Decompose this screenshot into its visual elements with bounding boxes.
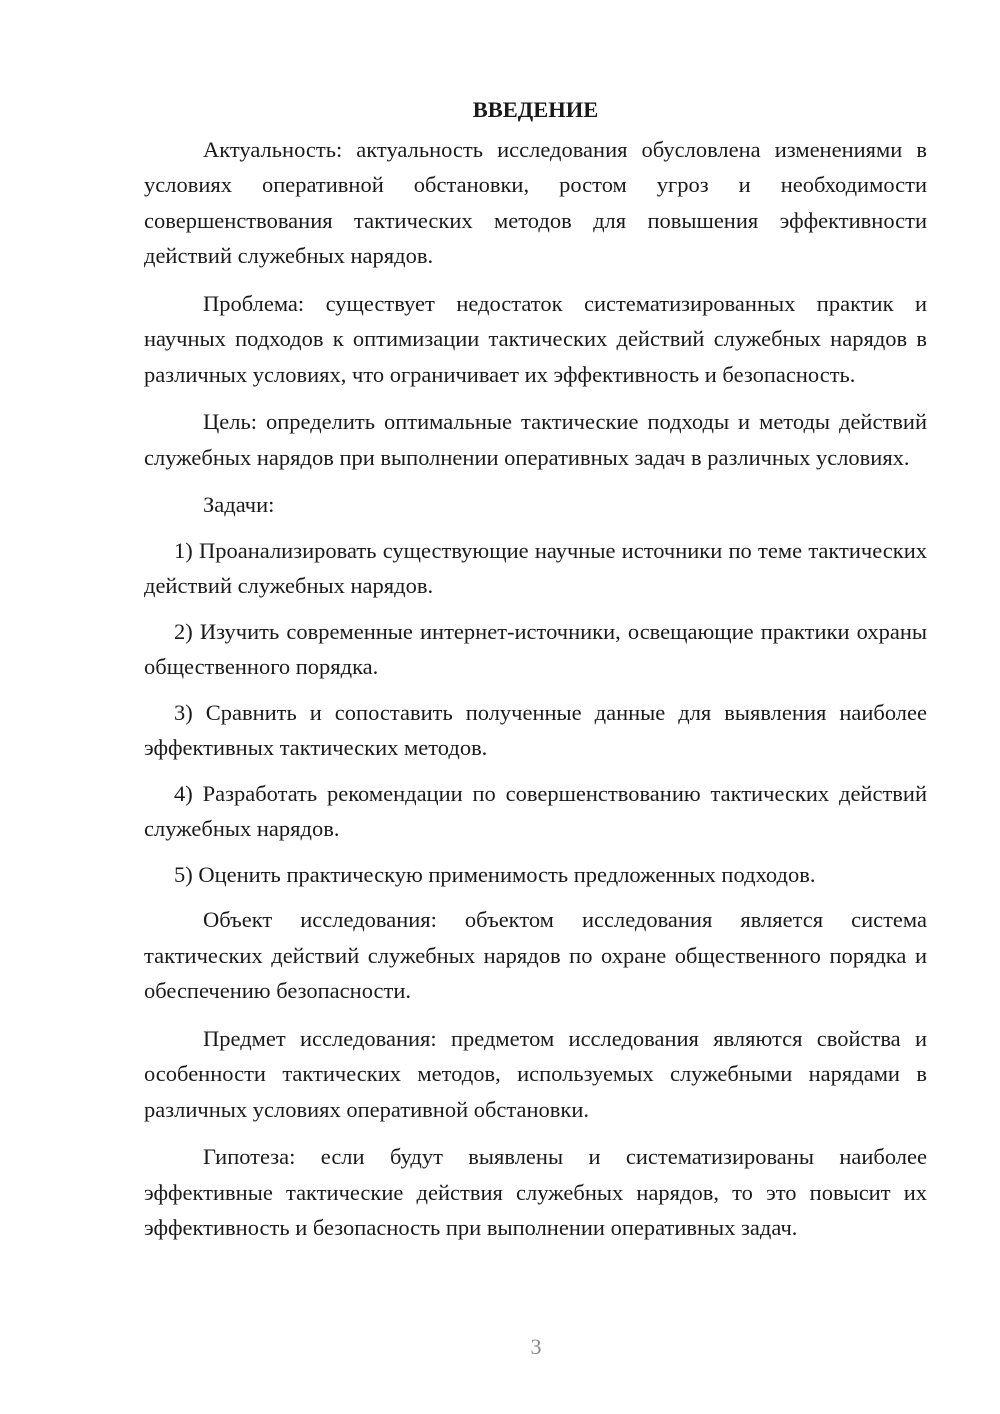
subject-paragraph: Предмет исследования: предметом исследования являются свойства и особенности тактических методов, используемых служебными нарядами в различных условиях оперативной обстановки.	[144, 1025, 927, 1122]
hypothesis-paragraph: Гипотеза: если будут выявлены и систематизированы наиболее эффективные тактические действия служебных нарядов, то это повысит их эффективность и безопасность при выполнении оперативных задач.	[144, 1144, 927, 1240]
page-content	[144, 92, 927, 1258]
goal-paragraph: Цель: определить оптимальные тактические подходы и методы действий служебных нарядов при выполнении оперативных задач в различных условиях.	[144, 409, 927, 470]
tasks-heading: Задачи:	[203, 492, 275, 517]
object-paragraph: Объект исследования: объектом исследования является система тактических действий служебных нарядов по охране общественного порядка и обеспечению безопасности.	[144, 907, 927, 1003]
task-item-2: 2) Изучить современные интернет-источники, освещающие практики охраны общественного порядка.	[144, 618, 927, 679]
relevance-paragraph: Актуальность: актуальность исследования обусловлена изменениями в условиях оперативной обстановки, ростом угроз и необходимости совершенствования тактических методов для повышения эффективности действий служебных нарядов.	[144, 136, 927, 268]
task-item-3: 3) Сравнить и сопоставить полученные данные для выявления наиболее эффективных тактических методов.	[144, 699, 927, 760]
page-number: 3	[530, 1334, 542, 1359]
task-item-1: 1) Проанализировать существующие научные источники по теме тактических действий служебных нарядов.	[144, 537, 927, 598]
task-item-5: 5) Оценить практическую применимость предложенных подходов.	[174, 861, 816, 887]
section-title: ВВЕДЕНИЕ	[472, 97, 599, 122]
problem-paragraph: Проблема: существует недостаток систематизированных практик и научных подходов к оптимизации тактических действий служебных нарядов в различных условиях, что ограничивает их эффективность и безопасность.	[144, 290, 927, 387]
task-item-4: 4) Разработать рекомендации по совершенствованию тактических действий служебных нарядов.	[144, 780, 927, 841]
